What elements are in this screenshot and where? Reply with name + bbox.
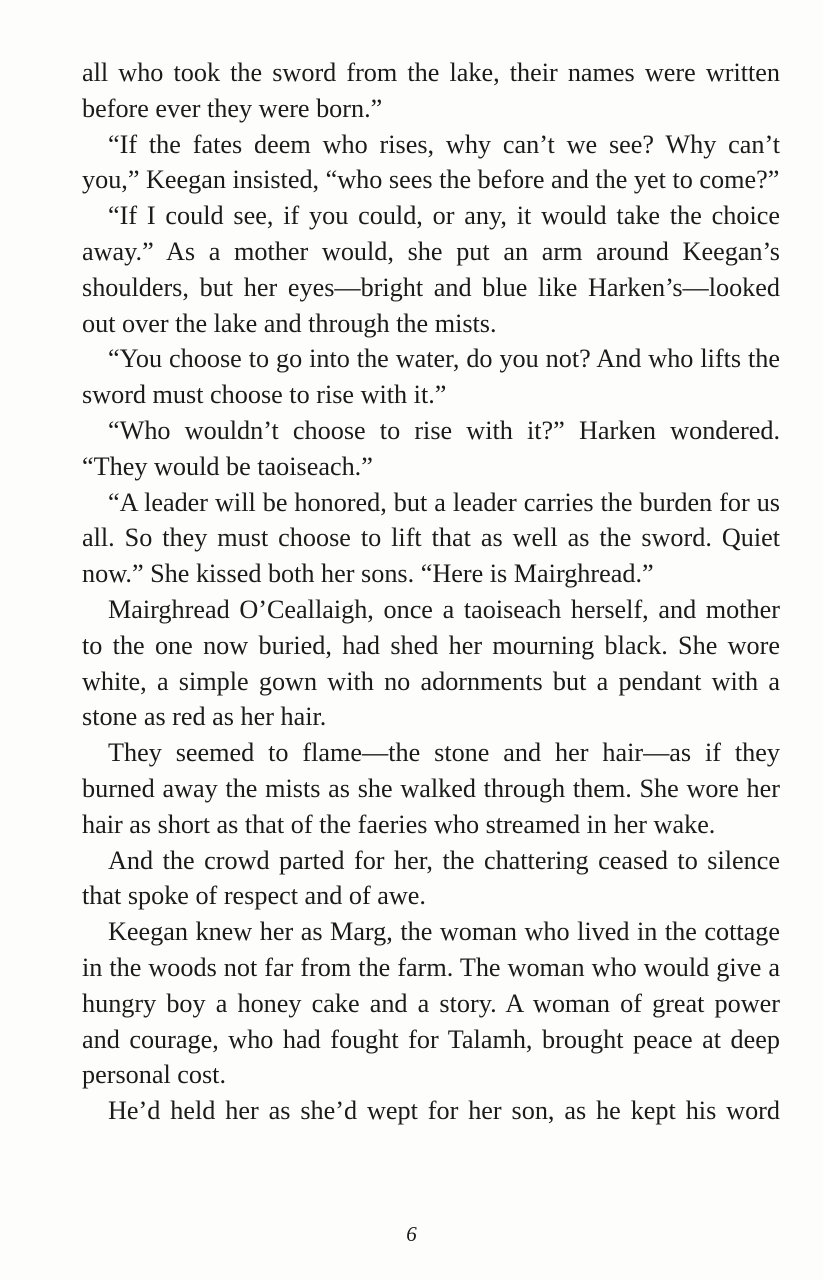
paragraph-8: They seemed to flame—the stone and her hair—as if they burned away the mists as she walked through them. She wore her hair as short as that of the faeries who streamed in her wake. xyxy=(82,738,780,839)
paragraph-6: “A leader will be honored, but a leader carries the burden for us all. So they must choose to lift that as well as the sword. Quiet now.” She kissed both her sons. “Here is Mairghread.” xyxy=(82,487,780,589)
paragraph-2: “If the fates deem who rises, why can’t we see? Why can’t you,” Keegan insisted, “who sees the before and the yet to come?” xyxy=(82,129,780,195)
paragraph-4: “You choose to go into the water, do you not? And who lifts the sword must choose to rise with it.” xyxy=(82,344,780,410)
page-number: 6 xyxy=(406,1222,417,1246)
paragraph-5: “Who wouldn’t choose to rise with it?” Harken wondered. “They would be taoiseach.” xyxy=(82,415,780,481)
paragraph-7: Mairghread O’Ceallaigh, once a taoiseach herself, and mother to the one now buried, had shed her mourning black. She wore white, a simple gown with no adornments but a pendant with a stone as red as her hair. xyxy=(82,594,780,732)
paragraph-1: all who took the sword from the lake, their names were written before ever they were born.” xyxy=(82,58,780,123)
paragraph-9: And the crowd parted for her, the chattering ceased to silence that spoke of respect and of awe. xyxy=(82,845,780,911)
page-body xyxy=(82,55,780,1129)
paragraph-3: “If I could see, if you could, or any, it would take the choice away.” As a mother would, she put an arm around Keegan’s shoulders, but her eyes—bright and blue like Harken’s—looked out over the lake and through the mists. xyxy=(82,201,780,338)
paragraph-10: Keegan knew her as Marg, the woman who lived in the cottage in the woods not far from the farm. The woman who would give a hungry boy a honey cake and a story. A woman of great power and courage, who had fought for Talamh, brought peace at deep personal cost. xyxy=(82,917,780,1090)
paragraph-11: He’d held her as she’d wept for her son, as he kept his word xyxy=(108,1096,780,1126)
